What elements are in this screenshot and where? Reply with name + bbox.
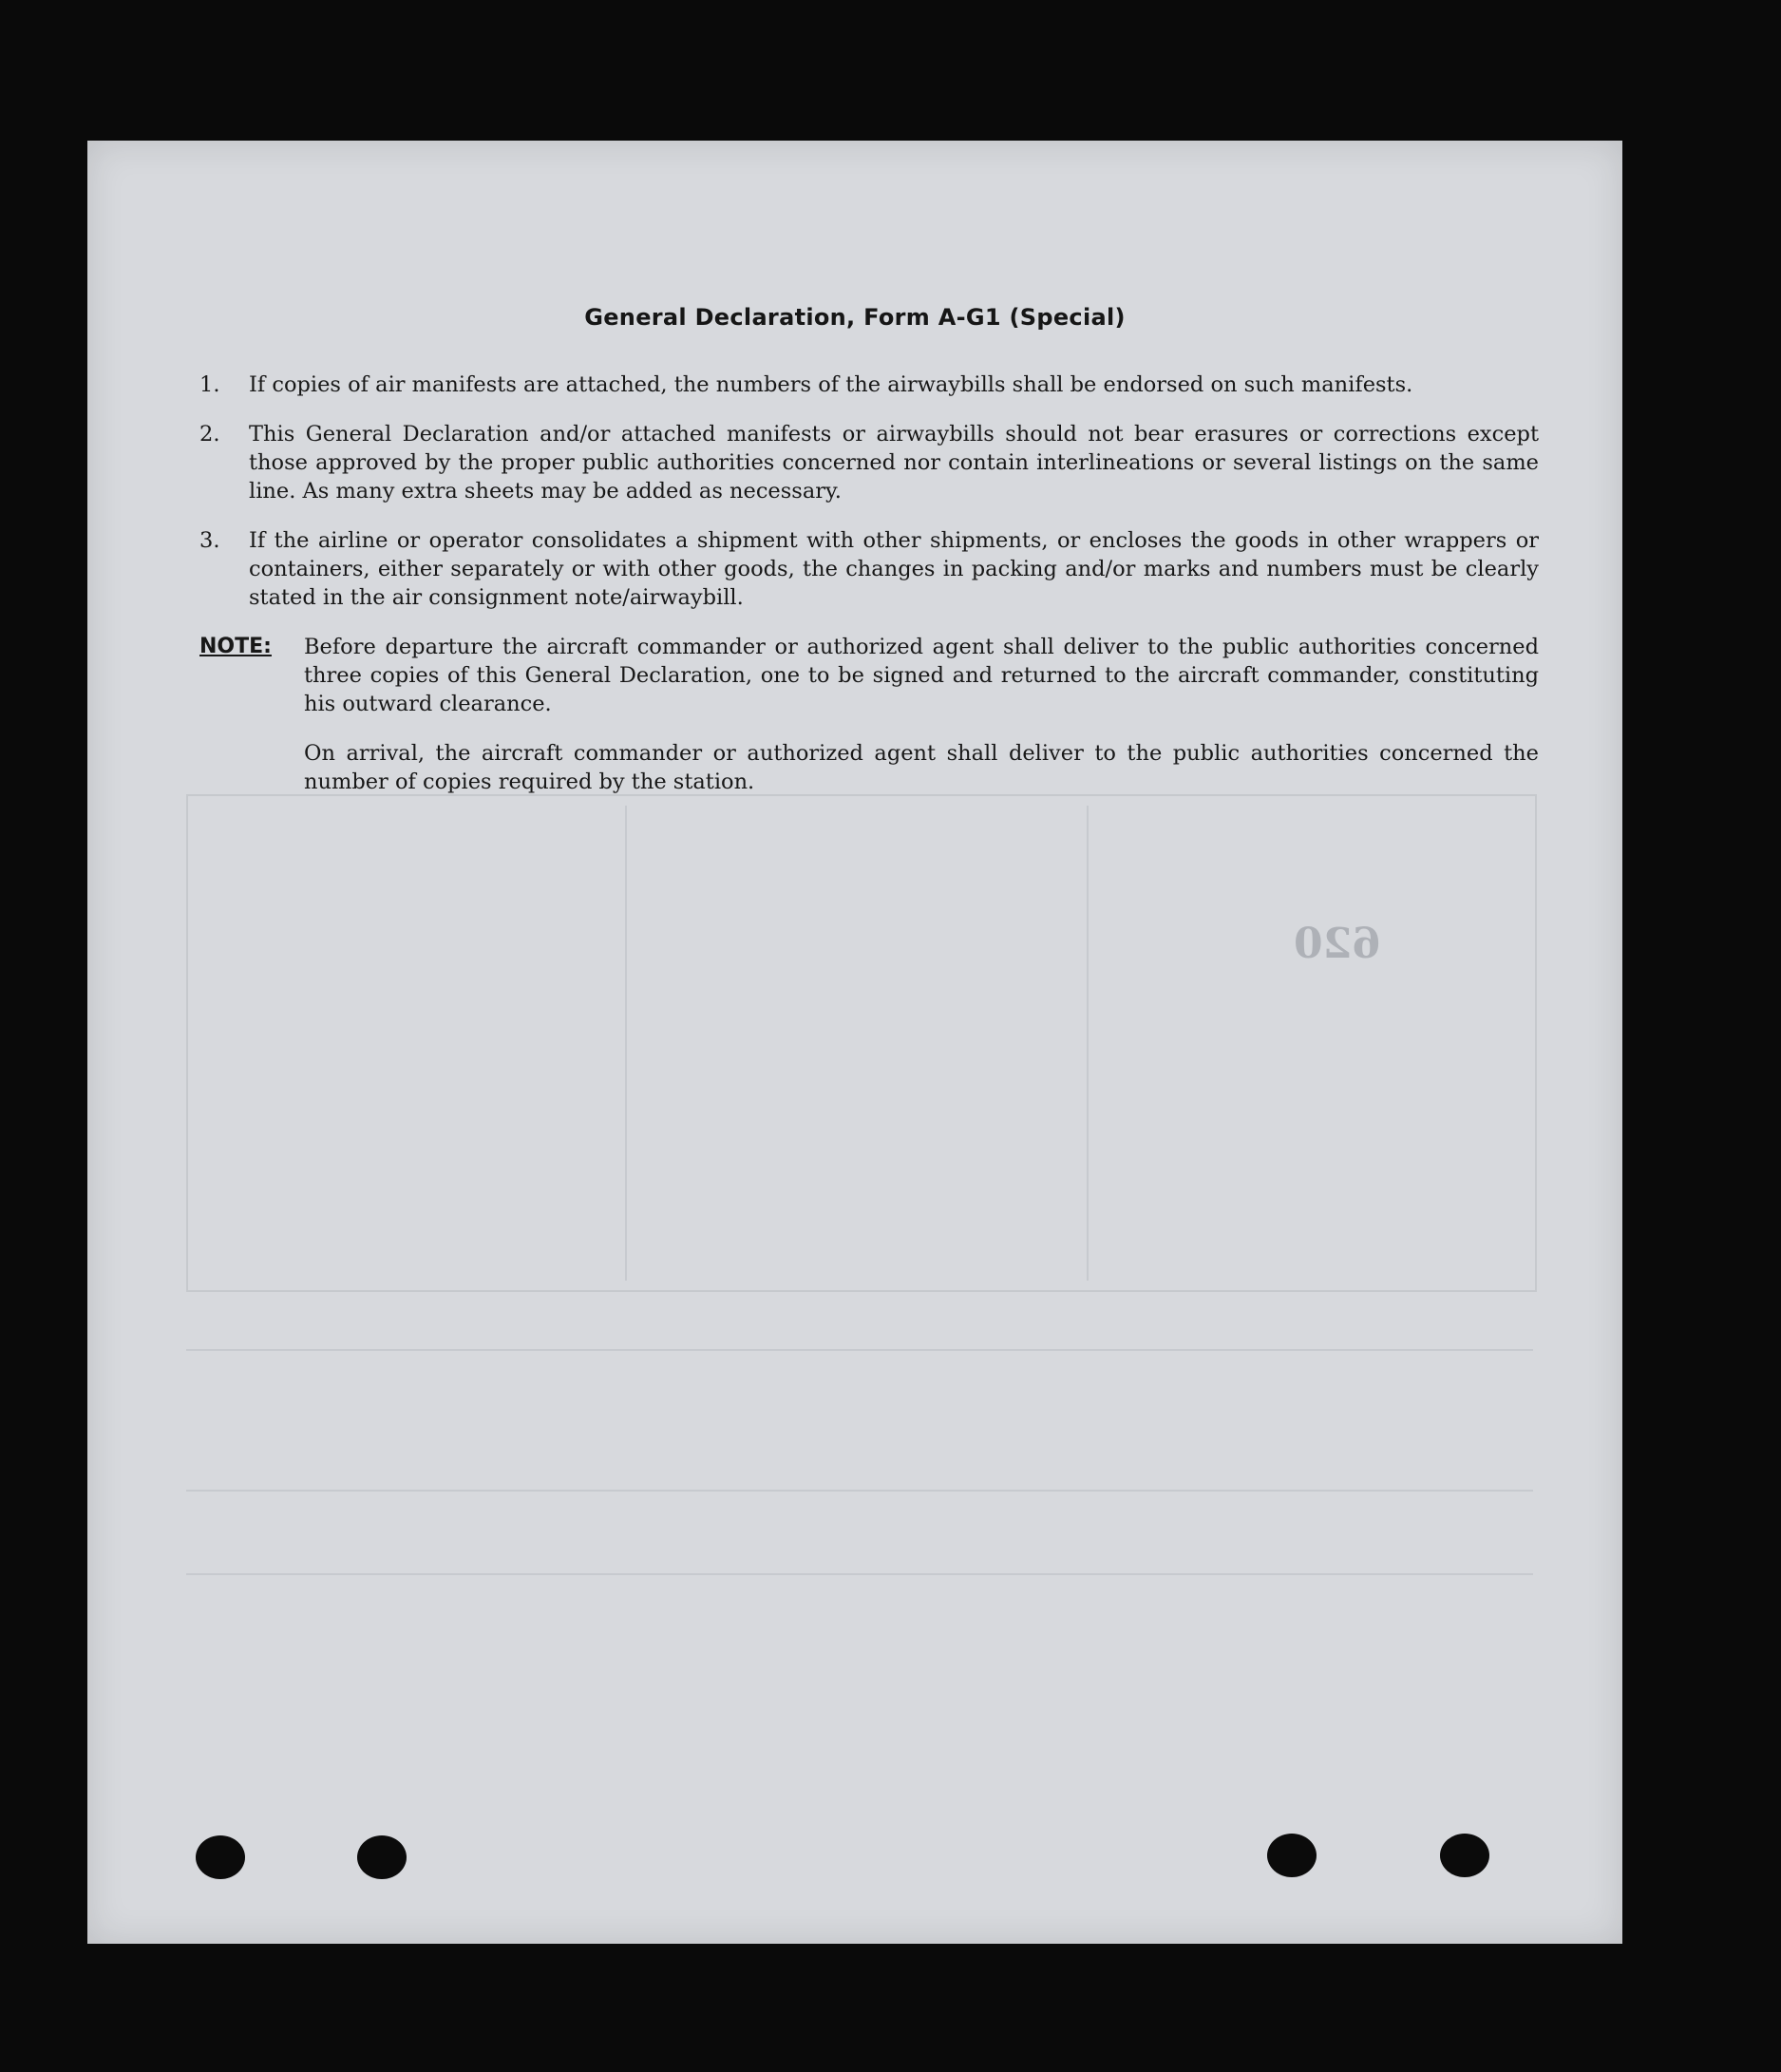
bleed-through-divider — [186, 1349, 1533, 1351]
punch-hole — [196, 1835, 245, 1879]
instruction-number: 2. — [199, 422, 220, 447]
note-label: NOTE: — [199, 635, 272, 658]
bleed-through-stamp: 620 — [1294, 920, 1381, 968]
instruction-text: If the airline or operator consolidates a shipment with other shipments, or encloses the goods in other wrappers or containers, either separately or with other goods, the changes in packing and/or marks and numbers must be clearly stated in the air consignment note/airwaybill. — [249, 528, 1539, 610]
instruction-text: If copies of air manifests are attached, the numbers of the airwaybills shall be endorsed on such manifests. — [249, 372, 1413, 397]
punch-hole — [1440, 1834, 1489, 1877]
instruction-item — [199, 526, 1539, 612]
note-body — [304, 633, 1539, 817]
instruction-text: This General Declaration and/or attached manifests or airwaybills should not bear erasures or corrections except those approved by the proper public authorities concerned nor contain interlineations or several listings on the same line. As many extra sheets may be added as necessary. — [249, 422, 1539, 504]
bleed-through-table — [186, 794, 1537, 1292]
punch-hole — [1267, 1834, 1317, 1877]
bleed-through-divider — [186, 1573, 1533, 1575]
note-section — [199, 633, 1539, 817]
instruction-number: 3. — [199, 528, 220, 553]
page-title: General Declaration, Form A-G1 (Special) — [584, 304, 1126, 331]
note-paragraph: On arrival, the aircraft commander or authorized agent shall deliver to the public authorities concerned the number of copies required by the station. — [304, 741, 1539, 794]
instruction-item — [199, 371, 1539, 399]
instruction-number: 1. — [199, 372, 220, 397]
document-page — [87, 141, 1622, 1944]
instruction-item — [199, 420, 1539, 505]
note-paragraph: Before departure the aircraft commander or authorized agent shall deliver to the public authorities concerned three copies of this General Declaration, one to be signed and returned to the aircraft commander, constituting his outward clearance. — [304, 635, 1539, 716]
bleed-through-divider — [186, 1490, 1533, 1492]
bleed-through-divider — [625, 806, 627, 1281]
instructions-list — [199, 371, 1539, 817]
bleed-through-divider — [1087, 806, 1089, 1281]
punch-hole — [357, 1835, 407, 1879]
